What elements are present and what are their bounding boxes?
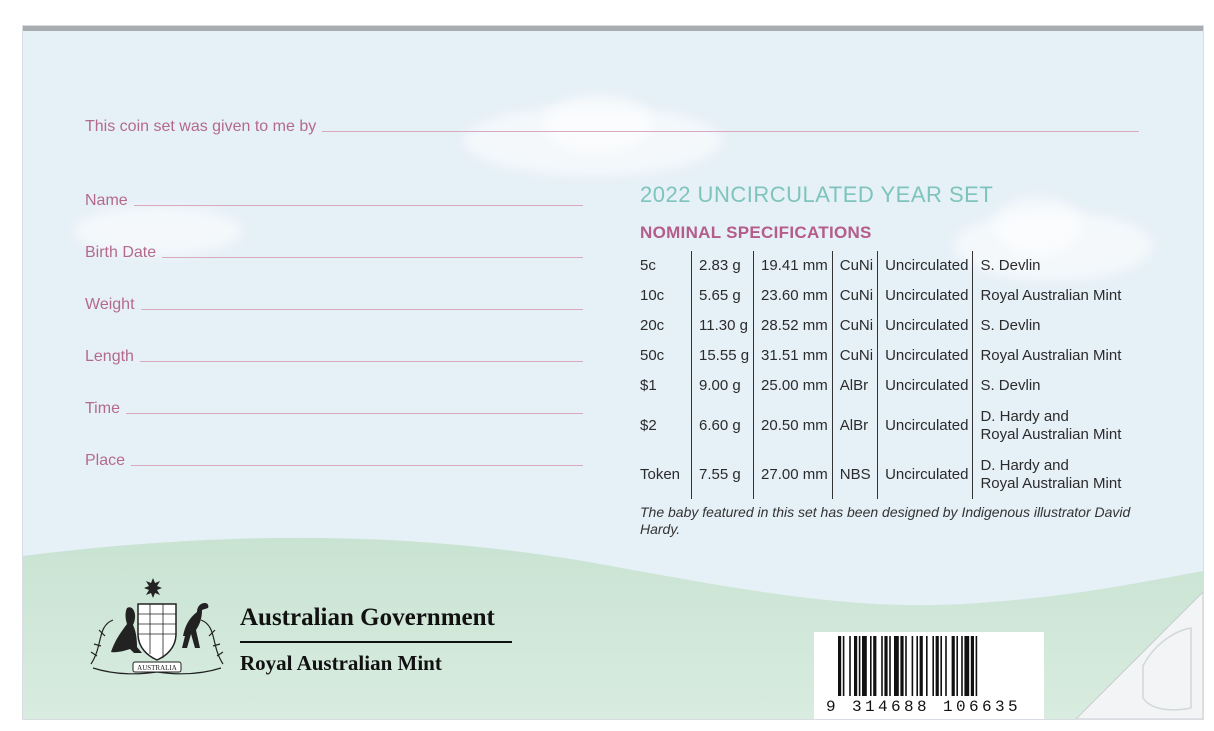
finish-cell: Uncirculated: [878, 341, 973, 371]
designer-text: Royal Australian Mint: [980, 347, 1122, 364]
alloy-cell: AlBr: [832, 401, 877, 450]
weight-cell: 2.83 g: [692, 251, 754, 281]
diameter-cell: 20.50 mm: [754, 401, 833, 450]
designer-text: D. Hardy and: [980, 407, 1069, 425]
folded-flap: [23, 26, 1203, 719]
designer-text-line2: Royal Australian Mint: [980, 425, 1122, 443]
weight-cell: 6.60 g: [692, 401, 754, 450]
designer-text: Royal Australian Mint: [980, 287, 1122, 304]
denomination-cell: 5c: [640, 257, 656, 274]
weight-cell: 15.55 g: [692, 341, 754, 371]
designer-text: S. Devlin: [980, 377, 1041, 394]
denomination-cell: 50c: [640, 347, 665, 364]
alloy-cell: CuNi: [832, 251, 877, 281]
alloy-cell: CuNi: [832, 311, 877, 341]
alloy-cell: CuNi: [832, 281, 877, 311]
finish-cell: Uncirculated: [878, 311, 973, 341]
weight-cell: 5.65 g: [692, 281, 754, 311]
diameter-cell: 31.51 mm: [754, 341, 833, 371]
diameter-cell: 28.52 mm: [754, 311, 833, 341]
denomination-cell: 20c: [640, 317, 665, 334]
field-label: Birth Date: [85, 244, 157, 261]
weight-cell: 7.55 g: [692, 450, 754, 499]
set-title: 2022 UNCIRCULATED YEAR SET: [640, 182, 994, 207]
denomination-cell: $2: [640, 416, 657, 434]
finish-cell: Uncirculated: [878, 401, 973, 450]
designer-text-line2: Royal Australian Mint: [980, 474, 1122, 492]
designer-text: S. Devlin: [980, 257, 1041, 274]
spec-heading: NOMINAL SPECIFICATIONS: [640, 223, 872, 242]
finish-cell: Uncirculated: [878, 251, 973, 281]
finish-cell: Uncirculated: [878, 450, 973, 499]
alloy-cell: CuNi: [832, 341, 877, 371]
alloy-cell: AlBr: [832, 371, 877, 401]
denomination-cell: $1: [640, 377, 657, 394]
designer-note: The baby featured in this set has been designed by Indigenous illustrator David Hardy.: [640, 504, 1131, 537]
denomination-cell: 10c: [640, 287, 665, 304]
field-label: Length: [85, 348, 134, 365]
dedication-label: This coin set was given to me by: [85, 118, 317, 135]
finish-cell: Uncirculated: [878, 371, 973, 401]
mint-name: Royal Australian Mint: [240, 651, 442, 675]
diameter-cell: 23.60 mm: [754, 281, 833, 311]
finish-cell: Uncirculated: [878, 281, 973, 311]
diameter-cell: 19.41 mm: [754, 251, 833, 281]
denomination-cell: Token: [640, 465, 681, 483]
field-label: Name: [85, 192, 128, 209]
field-label: Weight: [85, 296, 135, 313]
field-label: Time: [85, 400, 120, 417]
government-name: Australian Government: [240, 604, 495, 631]
field-label: Place: [85, 452, 126, 469]
weight-cell: 11.30 g: [692, 311, 754, 341]
weight-cell: 9.00 g: [692, 371, 754, 401]
alloy-cell: NBS: [832, 450, 877, 499]
designer-text: S. Devlin: [980, 317, 1041, 334]
coin-set-card: [23, 26, 1203, 719]
diameter-cell: 27.00 mm: [754, 450, 833, 499]
svg-text:AUSTRALIA: AUSTRALIA: [137, 664, 177, 672]
barcode-digits: 9 314688 106635: [826, 698, 1022, 716]
designer-text: D. Hardy and: [980, 456, 1069, 474]
diameter-cell: 25.00 mm: [754, 371, 833, 401]
